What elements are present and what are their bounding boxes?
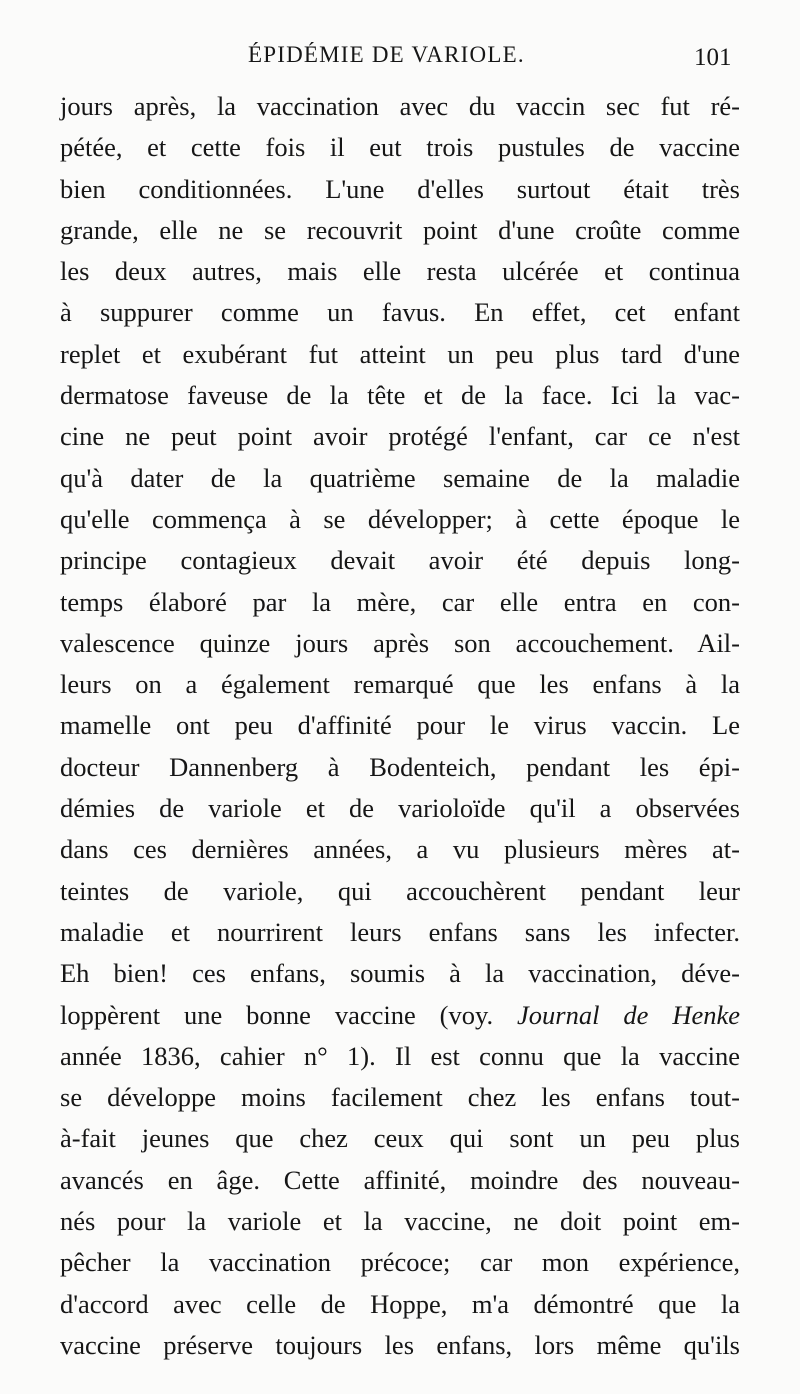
text-line: dans ces dernières années, a vu plusieurs mères at- (60, 834, 740, 865)
running-title: ÉPIDÉMIE DE VARIOLE. (248, 42, 525, 67)
text-line: docteur Dannenberg à Bodenteich, pendant les épi- (60, 751, 740, 782)
text-line: pétée, et cette fois il eut trois pustules de vaccine (60, 132, 740, 163)
text-line: qu'elle commença à se développer; à cette époque le (60, 503, 740, 534)
text-line: année 1836, cahier n° 1). Il est connu que la vaccine (60, 1040, 740, 1071)
text-line: teintes de variole, qui accouchèrent pendant leur (60, 875, 740, 906)
text-line: replet et exubérant fut atteint un peu plus tard d'une (60, 338, 740, 369)
text-line: d'accord avec celle de Hoppe, m'a démontré que la (60, 1288, 740, 1319)
text-line: Eh bien! ces enfans, soumis à la vaccination, déve- (60, 958, 740, 989)
text-line: principe contagieux devait avoir été depuis long- (60, 545, 740, 576)
text-line: jours après, la vaccination avec du vaccin sec fut ré- (60, 91, 740, 121)
text-line: se développe moins facilement chez les enfans tout- (60, 1082, 740, 1113)
text-line: à suppurer comme un favus. En effet, cet enfant (60, 297, 740, 328)
text-line: leurs on a également remarqué que les enfans à la (60, 669, 740, 700)
text-line: démies de variole et de varioloïde qu'il a observées (60, 793, 740, 824)
text-line: maladie et nourrirent leurs enfans sans les infecter. (60, 916, 740, 947)
text-line: cine ne peut point avoir protégé l'enfant, car ce n'est (60, 421, 740, 452)
text-line: les deux autres, mais elle resta ulcérée et continua (60, 256, 740, 287)
body-text (60, 86, 740, 1366)
text-line: bien conditionnées. L'une d'elles surtout était très (60, 173, 740, 204)
citation-lead-text: loppèrent une bonne vaccine (voy. (60, 999, 518, 1030)
text-line: nés pour la variole et la vaccine, ne doit point em- (60, 1206, 740, 1237)
page-number: 101 (694, 44, 732, 71)
text-line: qu'à dater de la quatrième semaine de la maladie (60, 462, 740, 493)
text-line: temps élaboré par la mère, car elle entra en con- (60, 586, 740, 617)
text-line: avancés en âge. Cette affinité, moindre des nouveau- (60, 1164, 740, 1195)
text-line: valescence quinze jours après son accouchement. Ail- (60, 627, 740, 658)
text-line: vaccine préserve toujours les enfans, lors même qu'ils (60, 1329, 740, 1360)
page-header (0, 42, 800, 82)
text-line-with-citation (60, 995, 740, 1036)
text-line: dermatose faveuse de la tête et de la face. Ici la vac- (60, 380, 740, 411)
text-line: à-fait jeunes que chez ceux qui sont un peu plus (60, 1123, 740, 1154)
journal-title: Journal de Henke (517, 999, 740, 1030)
text-line: mamelle ont peu d'affinité pour le virus vaccin. Le (60, 710, 740, 741)
text-line: grande, elle ne se recouvrit point d'une croûte comme (60, 214, 740, 245)
text-line: pêcher la vaccination précoce; car mon expérience, (60, 1247, 740, 1278)
